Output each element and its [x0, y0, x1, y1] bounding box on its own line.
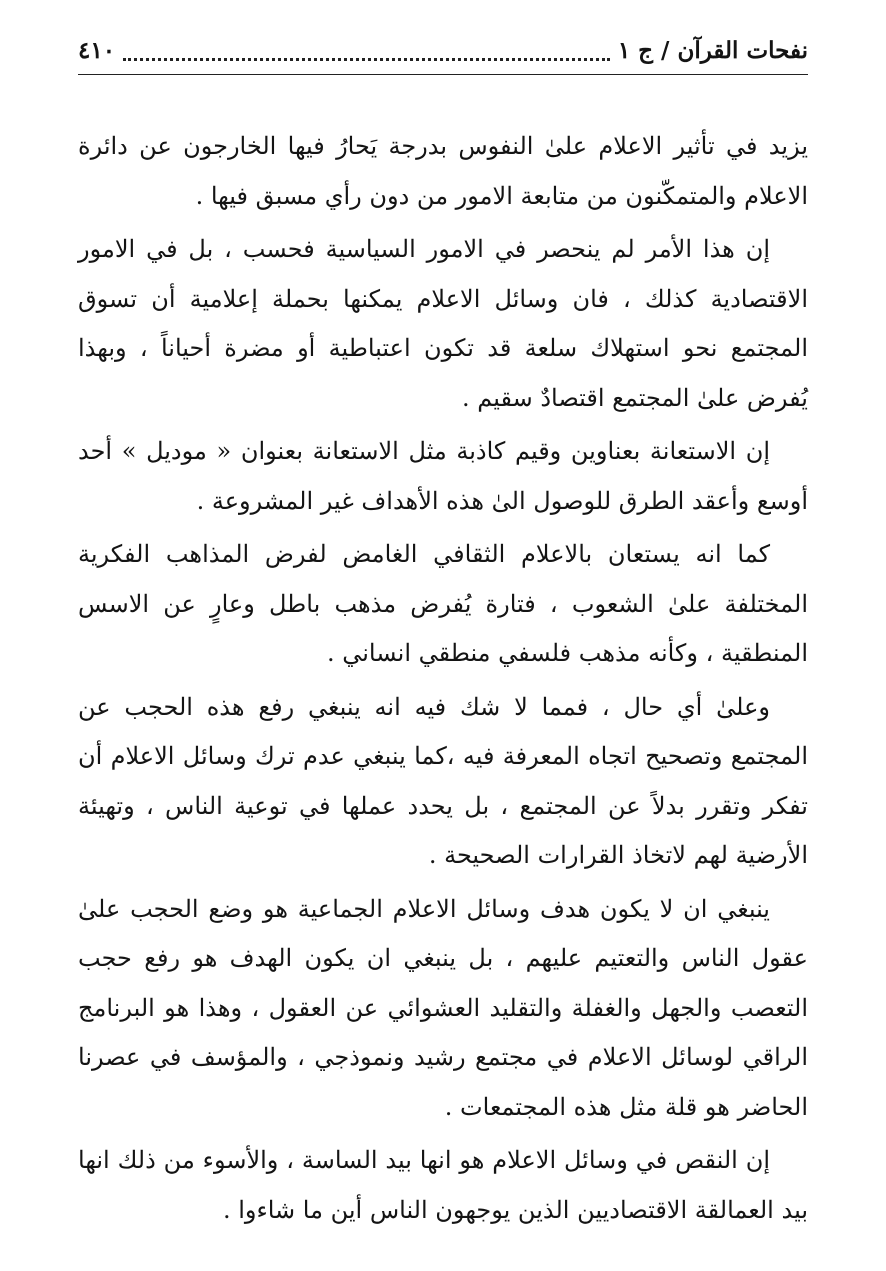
page-number: ٤١٠ [78, 36, 116, 64]
paragraph-4: كما انه يستعان بالاعلام الثقافي الغامض لفرض المذاهب الفكرية المختلفة علىٰ الشعوب ، فتارة يُفرض مذهب باطل وعارٍ عن الاسس المنطقية ، وكأنه مذهب فلسفي منطقي انساني . [78, 540, 808, 667]
paragraph-6: ينبغي ان لا يكون هدف وسائل الاعلام الجماعية هو وضع الحجب علىٰ عقول الناس والتعتيم عليهم ، بل ينبغي ان يكون الهدف هو رفع حجب التعصب والجهل والغفلة والتقليد العشوائي عن العقول ، وهذا هو البرنامج الراقي لوسائل الاعلام في مجتمع رشيد ونموذجي ، والمؤسف في عصرنا الحاضر هو قلة مثل هذه المجتمعات . [78, 894, 808, 1121]
header-rule [78, 74, 808, 75]
page-body [78, 122, 808, 1235]
paragraph-1: يزيد في تأثير الاعلام علىٰ النفوس بدرجة يَحارُ فيها الخارجون عن دائرة الاعلام والمتمكّنون من متابعة الامور من دون رأي مسبق فيها . [78, 132, 809, 210]
header-dot-leader [123, 54, 610, 61]
paragraph-2: إن هذا الأمر لم ينحصر في الامور السياسية فحسب ، بل في الامور الاقتصادية كذلك ، فان وسائل الاعلام يمكنها بحملة إعلامية أن تسوق المجتمع نحو استهلاك سلعة قد تكون اعتباطية أو مضرة أحياناً ، وبهذا يُفرض علىٰ المجتمع اقتصادٌ سقيم . [78, 235, 808, 412]
paragraph-5: وعلىٰ أي حال ، فمما لا شك فيه انه ينبغي رفع هذه الحجب عن المجتمع وتصحيح اتجاه المعرفة فيه ،كما ينبغي عدم ترك وسائل الاعلام أن تفكر وتقرر بدلاً عن المجتمع ، بل يحدد عملها في توعية الناس ، وتهيئة الأرضية لهم لاتخاذ القرارات الصحيحة . [78, 692, 809, 869]
header-title: نفحات القرآن / ج ١ [617, 36, 808, 64]
running-header [78, 30, 808, 70]
paragraph-7: إن النقص في وسائل الاعلام هو انها بيد الساسة ، والأسوء من ذلك انها بيد العمالقة الاقتصاديين الذين يوجهون الناس أين ما شاءوا . [78, 1146, 808, 1224]
paragraph-3: إن الاستعانة بعناوين وقيم كاذبة مثل الاستعانة بعنوان « موديل » أحد أوسع وأعقد الطرق للوصول الىٰ هذه الأهداف غير المشروعة . [78, 437, 808, 515]
